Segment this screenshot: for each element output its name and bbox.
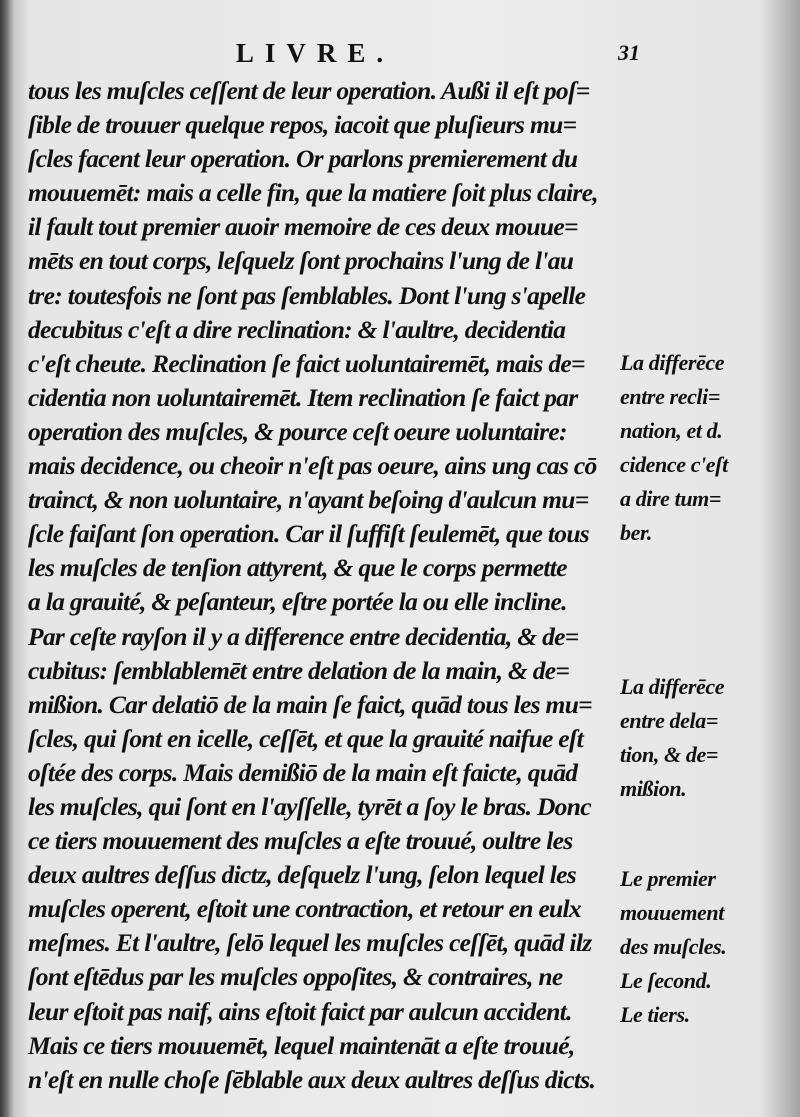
text-line: ſcles, qui ſont en icelle, ceſſēt, et que la grauité naifue eſt — [28, 723, 584, 753]
note-line: mouuement — [620, 900, 724, 926]
note-line: ber. — [620, 520, 653, 546]
text-line: trainct, & non uoluntaire, n'ayant beſoing d'aulcun mu= — [28, 485, 589, 515]
note-line: La differēce — [620, 674, 725, 699]
note-line: Le premier — [620, 866, 716, 891]
note-line: tion, & de= — [620, 742, 718, 768]
text-line: mēts en tout corps, leſquelz ſont prochains l'ung de l'au — [28, 246, 574, 276]
text-line: c'eſt cheute. Reclination ſe faict uoluntairemēt, mais de= — [28, 348, 585, 378]
note-line: a dire tum= — [620, 486, 722, 512]
text-line: mais decidence, ou cheoir n'eſt pas oeure, ains ung cas cō — [28, 451, 597, 481]
text-line: ſible de trouuer quelque repos, iacoit que pluſieurs mu= — [28, 110, 577, 140]
running-head: LIVRE. — [235, 38, 395, 68]
text-line: les muſcles de tenſion attyrent, & que le corps permette — [28, 553, 567, 583]
text-line: Par ceſte rayſon il y a difference entre decidentia, & de= — [28, 621, 579, 651]
text-line: il fault tout premier auoir memoire de ces deux mouue= — [28, 212, 578, 242]
margin-note-movements — [620, 862, 800, 1032]
note-line: cidence c'eſt — [620, 452, 728, 478]
note-line: nation, et d. — [620, 418, 723, 444]
text-line: meſmes. Et l'aultre, ſelō lequel les muſcles ceſſēt, quād ilz — [28, 928, 592, 958]
main-text-block — [28, 74, 628, 1097]
text-line: a la grauité, & peſanteur, eſtre portée la ou elle incline. — [28, 587, 567, 617]
note-line: La differēce — [620, 350, 725, 375]
text-line: leur eſtoit pas naif, ains eſtoit faict par aulcun accident. — [28, 996, 572, 1026]
text-line: les muſcles, qui ſont en l'ayſſelle, tyrēt a ſoy le bras. Donc — [28, 791, 591, 821]
text-line: ſcle faiſant ſon operation. Car il ſuffiſt ſeulemēt, que tous — [28, 519, 590, 549]
note-line: entre dela= — [620, 708, 718, 734]
folio-number: 31 — [618, 40, 640, 65]
note-line: Le ſecond. — [620, 968, 712, 994]
note-line: entre recli= — [620, 384, 720, 410]
text-line: ce tiers mouuement des muſcles a eſte trouué, oultre les — [28, 826, 573, 856]
note-line: mißion. — [620, 776, 687, 802]
text-line: ſont eſtēdus par les muſcles oppoſites, & contraires, ne — [28, 962, 563, 992]
text-line: Mais ce tiers mouuemēt, lequel maintenāt a eſte trouué, — [28, 1030, 575, 1060]
text-line: ſcles facent leur operation. Or parlons premierement du — [28, 144, 578, 174]
margin-note-reclination — [620, 346, 800, 551]
text-line: tous les muſcles ceſſent de leur operation. Außi il eſt poſ= — [28, 76, 590, 105]
text-line: mißion. Car delatiō de la main ſe faict, quād tous les mu= — [28, 689, 593, 719]
note-line: Le tiers. — [620, 1002, 690, 1028]
text-line: muſcles operent, eſtoit une contraction, et retour en eulx — [28, 894, 581, 924]
text-line: mouuemēt: mais a celle fin, que la matiere ſoit plus claire, — [28, 178, 598, 208]
text-line: cidentia non uoluntairemēt. Item reclination ſe faict par — [28, 382, 578, 412]
text-line: oſtée des corps. Mais demißiō de la main eſt faicte, quād — [28, 757, 578, 787]
text-line: operation des muſcles, & pource ceſt oeure uoluntaire: — [28, 416, 567, 446]
text-line: cubitus: ſemblablemēt entre delation de la main, & de= — [28, 655, 570, 685]
margin-note-delation — [620, 670, 800, 806]
note-line: des muſcles. — [620, 934, 727, 960]
text-line: tre: toutesfois ne ſont pas ſemblables. Dont l'ung s'apelle — [28, 280, 586, 310]
text-line: deux aultres deſſus dictz, deſquelz l'ung, ſelon lequel les — [28, 860, 577, 890]
text-line: decubitus c'eſt a dire reclination: & l'aultre, decidentia — [28, 314, 566, 344]
text-line: n'eſt en nulle choſe ſēblable aux deux aultres deſſus dicts. — [28, 1064, 596, 1094]
